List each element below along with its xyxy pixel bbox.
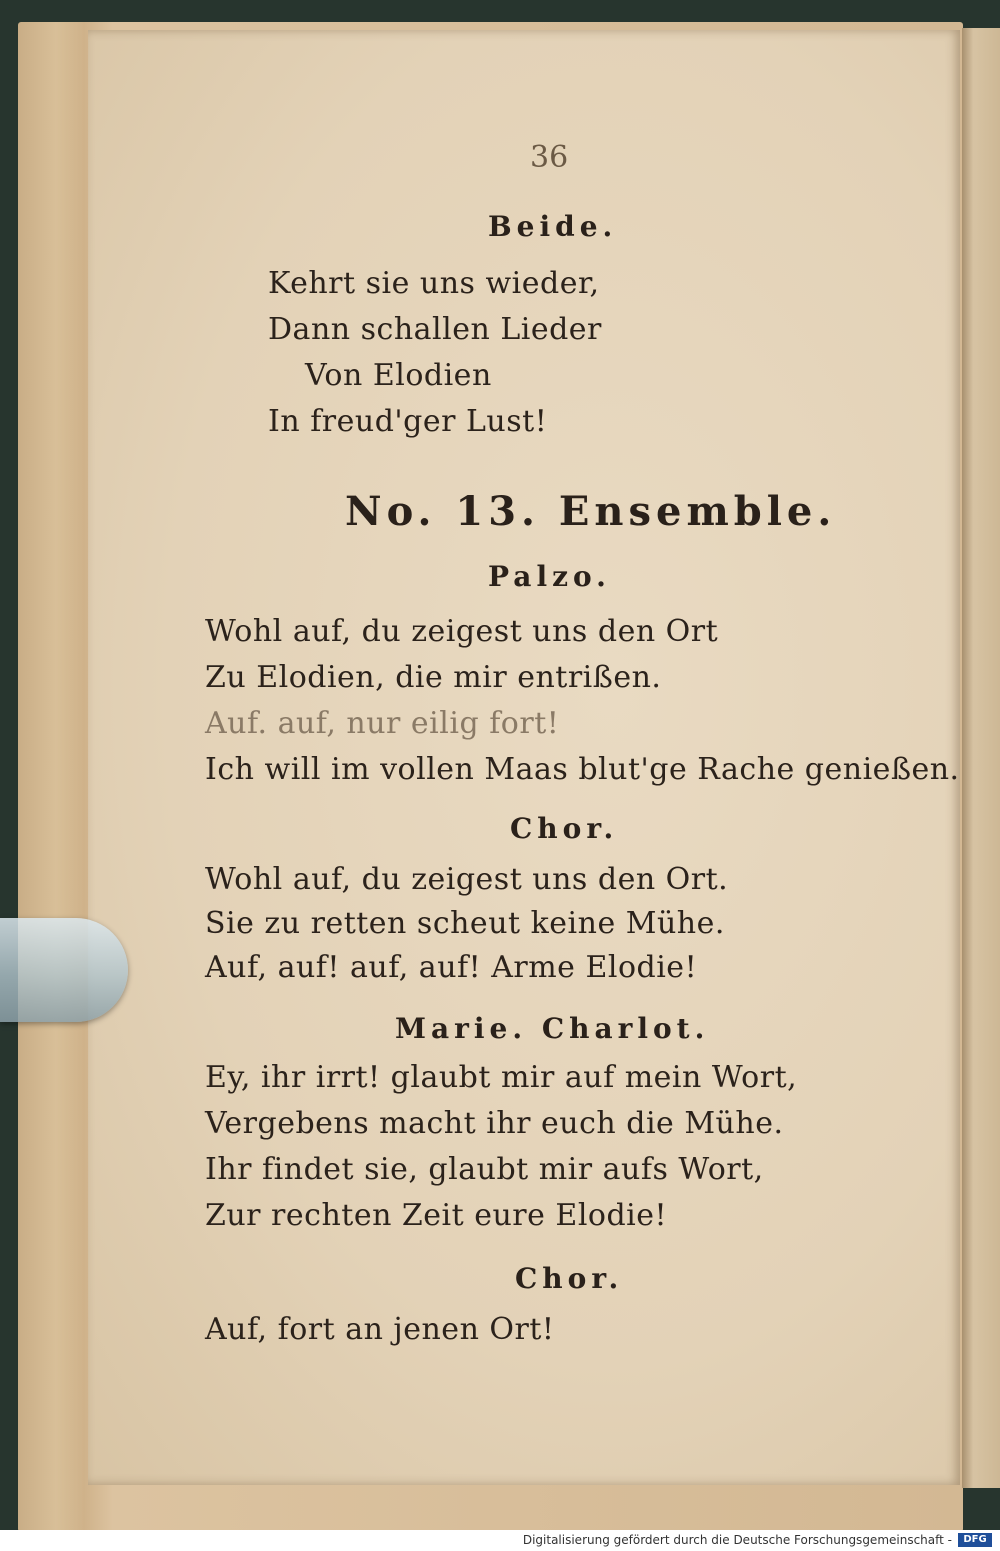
verse-line: Auf. auf, nur eilig fort! <box>205 706 560 741</box>
speaker-heading: Palzo. <box>488 560 611 593</box>
verse-line: Dann schallen Lieder <box>268 312 602 347</box>
verse-line: Zu Elodien, die mir entrißen. <box>205 660 662 695</box>
adjacent-page-edge <box>962 28 1000 1488</box>
verse-line: Ey, ihr irrt! glaubt mir auf mein Wort, <box>205 1060 798 1095</box>
page-number: 36 <box>530 140 569 175</box>
verse-line: In freud'ger Lust! <box>268 404 548 439</box>
speaker-heading: Marie. Charlot. <box>395 1012 710 1045</box>
verse-line: Zur rechten Zeit eure Elodie! <box>205 1198 668 1233</box>
section-title: No. 13. Ensemble. <box>345 488 837 535</box>
verse-line: Auf, auf! auf, auf! Arme Elodie! <box>205 950 698 985</box>
page-clip <box>0 918 128 1022</box>
speaker-heading: Beide. <box>488 210 618 243</box>
verse-line: Wohl auf, du zeigest uns den Ort <box>205 614 719 649</box>
dfg-logo: DFG <box>958 1533 992 1547</box>
verse-line: Ich will im vollen Maas blut'ge Rache genießen. <box>205 752 960 787</box>
verse-line: Auf, fort an jenen Ort! <box>205 1312 555 1347</box>
verse-line: Von Elodien <box>305 358 492 393</box>
speaker-heading: Chor. <box>515 1262 624 1295</box>
verse-line: Ihr findet sie, glaubt mir aufs Wort, <box>205 1152 764 1187</box>
verse-line: Wohl auf, du zeigest uns den Ort. <box>205 862 729 897</box>
verse-line: Kehrt sie uns wieder, <box>268 266 600 301</box>
speaker-heading: Chor. <box>510 812 619 845</box>
verse-line: Sie zu retten scheut keine Mühe. <box>205 906 725 941</box>
digitization-credit: Digitalisierung gefördert durch die Deutsche Forschungsgemeinschaft - <box>522 1533 952 1547</box>
verse-line: Vergebens macht ihr euch die Mühe. <box>205 1106 784 1141</box>
